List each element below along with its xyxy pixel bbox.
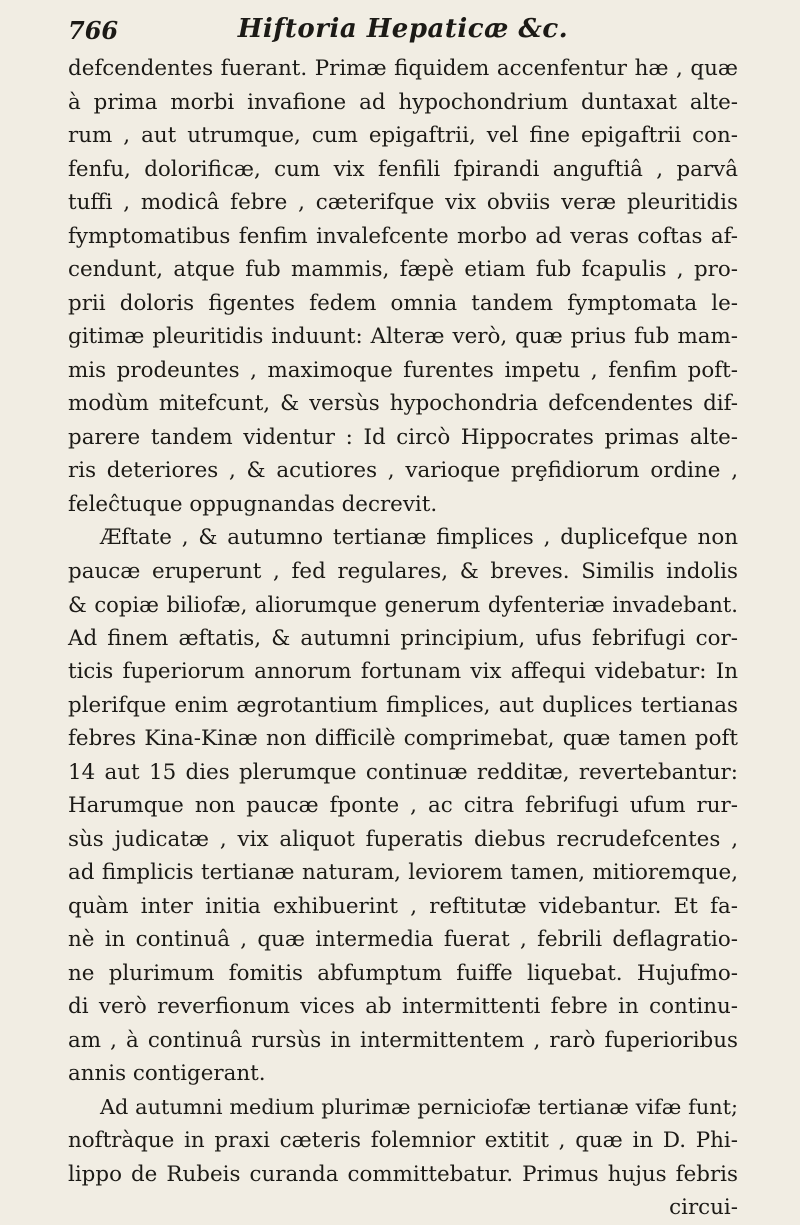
- text-line: prii doloris figentes fedem omnia tandem fymptomata le-: [68, 290, 738, 316]
- text-line: nè in continuâ , quæ intermedia fuerat , febrili deflagratio-: [68, 927, 738, 952]
- text-line: quàm inter initia exhibuerint , reftitutæ videbantur. Et fa-: [68, 893, 738, 919]
- text-line: gitimæ pleuritidis induunt: Alteræ verò, quæ prius fub mam-: [68, 324, 738, 349]
- text-line: noftràque in praxi cæteris folemnior extitit , quæ in D. Phi-: [68, 1128, 738, 1153]
- text-line: ne plurimum fomitis abfumptum fuiffe liquebat. Hujufmo-: [68, 960, 738, 986]
- text-line: annis contigerant.: [68, 1061, 266, 1086]
- text-line: ad fimplicis tertianæ naturam, leviorem tamen, mitioremque,: [68, 860, 738, 885]
- text-line: Harumque non paucæ fponte , ac citra febrifugi ufum rur-: [68, 793, 738, 818]
- text-line: defcendentes fuerant. Primæ fiquidem accenfentur hæ , quæ: [68, 56, 738, 81]
- text-line: à prima morbi invafione ad hypochondrium duntaxat alte-: [68, 89, 738, 115]
- text-line: febres Kina-Kinæ non difficilè comprimebat, quæ tamen poft: [68, 726, 738, 751]
- text-line: & copiæ biliofæ, aliorumque generum dyfenteriæ invadebant.: [68, 592, 738, 617]
- page-number: 766: [68, 16, 119, 45]
- running-head: Hiftoria Hepaticæ &c.: [237, 14, 569, 44]
- page-header: [68, 14, 738, 52]
- text-line: feleĉtuque oppugnandas decrevit.: [68, 491, 438, 517]
- text-line: plerifque enim ægrotantium fimplices, aut duplices tertianas: [68, 692, 738, 718]
- text-line: Ad autumni medium plurimæ perniciofæ tertianæ vifæ funt;: [100, 1094, 738, 1119]
- body-text: [68, 52, 738, 1225]
- text-line: fenfu, dolorificæ, cum vix fenfili fpirandi anguftiâ , parvâ: [68, 156, 738, 182]
- text-line: ris deteriores , & acutiores , varioque prȩfidiorum ordine ,: [68, 458, 738, 483]
- text-line: 14 aut 15 dies plerumque continuæ redditæ, revertebantur:: [68, 759, 738, 785]
- text-line: cendunt, atque fub mammis, fæpè etiam fub fcapulis , pro-: [68, 257, 738, 282]
- text-line: mis prodeuntes , maximoque furentes impetu , fenfim poft-: [68, 357, 738, 383]
- text-line: tuffi , modicâ febre , cæterifque vix obviis veræ pleuritidis: [68, 190, 738, 215]
- text-line: rum , aut utrumque, cum epigaftrii, vel fine epigaftrii con-: [68, 123, 738, 148]
- text-line: paucæ eruperunt , fed regulares, & breves. Similis indolis: [68, 558, 738, 584]
- text-line: parere tandem videntur : Id circò Hippocrates primas alte-: [68, 424, 738, 450]
- text-line: am , à continuâ rursùs in intermittentem , rarò fuperioribus: [68, 1027, 738, 1053]
- text-line: modùm mitefcunt, & versùs hypochondria defcendentes dif-: [68, 391, 738, 416]
- text-line: circui-: [669, 1195, 738, 1220]
- text-line: sùs judicatæ , vix aliquot fuperatis diebus recrudefcentes ,: [68, 826, 738, 852]
- text-line: Ad finem æftatis, & autumni principium, ufus febrifugi cor-: [68, 625, 738, 651]
- text-line: di verò reverfionum vices ab intermittenti febre in continu-: [68, 994, 738, 1019]
- text-line: Æftate , & autumno tertianæ fimplices , duplicefque non: [100, 525, 738, 550]
- text-line: ticis fuperiorum annorum fortunam vix affequi videbatur: In: [68, 659, 738, 684]
- text-line: fymptomatibus fenfim invalefcente morbo ad veras coftas af-: [68, 223, 738, 249]
- text-line: lippo de Rubeis curanda committebatur. Primus hujus febris: [68, 1161, 738, 1187]
